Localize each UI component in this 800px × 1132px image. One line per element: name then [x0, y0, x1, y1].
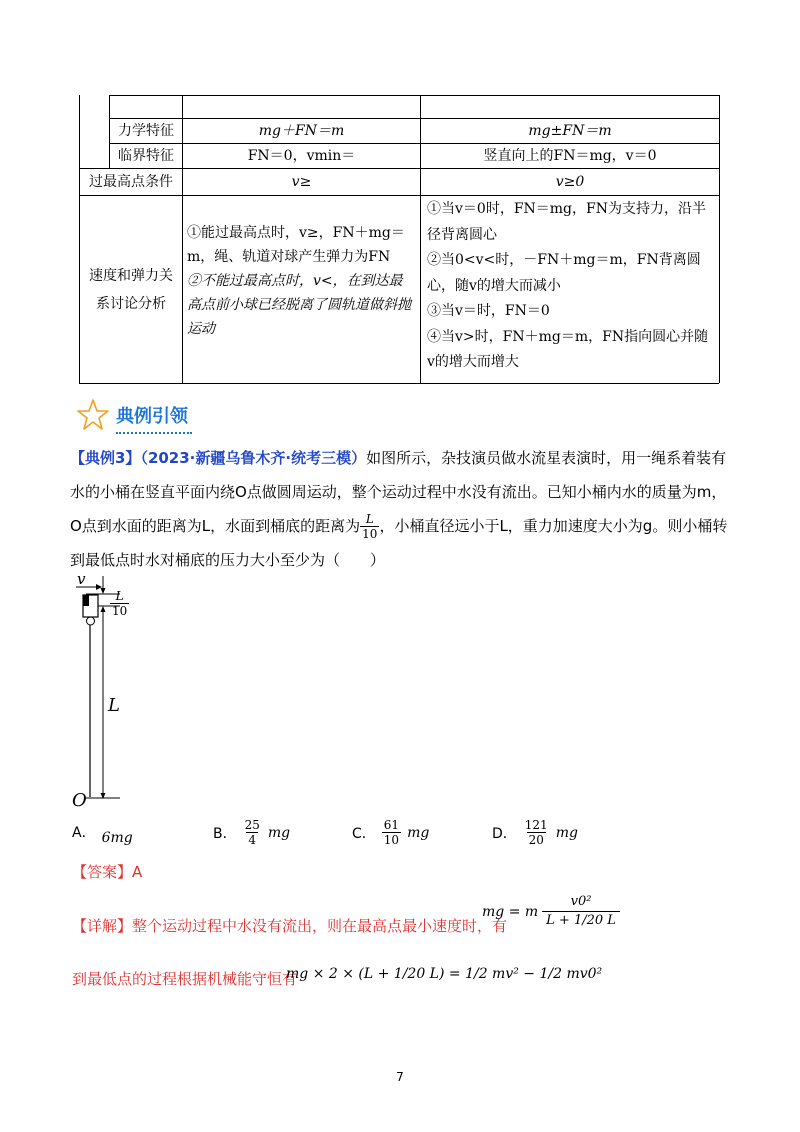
answer-label: 【答案】A	[72, 863, 143, 881]
equation-1-num: v0²	[570, 894, 592, 909]
example-text-part1: 如图所示，杂技演员做水流星表演时，用一绳系着装有水的小桶在竖直平面内绕O点做圆周运动，整个运动过程中水没有流出。已知小桶内水的质量为m，O点到水面的距离为L，水面到桶底的距离为	[70, 449, 727, 535]
figure-top-fraction-den: 10	[112, 604, 128, 618]
option-c-den: 10	[383, 833, 400, 847]
figure-top-fraction	[110, 589, 129, 618]
page-number: 7	[396, 1070, 404, 1084]
length-label: L	[108, 695, 120, 716]
option-b-letter: B．	[213, 825, 237, 842]
row-condition-col1: v≥	[291, 174, 312, 190]
comparison-table	[79, 95, 719, 383]
option-d-den: 20	[528, 833, 544, 847]
option-d-num: 121	[524, 818, 548, 832]
row-mechanics-col2: mg±FN＝m	[528, 123, 612, 139]
row-critical-col2: 竖直向上的FN＝mg，v＝0	[483, 148, 657, 164]
velocity-label: v	[77, 570, 86, 588]
option-c-letter: C．	[352, 825, 376, 842]
option-c-fraction	[382, 818, 401, 847]
option-a-value: 6mg	[101, 830, 133, 846]
detail-line2: 到最低点的过程根据机械能守恒有	[72, 970, 298, 988]
option-b-num: 25	[244, 818, 260, 832]
equation-1-fraction	[542, 893, 620, 930]
option-a[interactable]	[72, 818, 133, 846]
row-condition-col2: v≥0	[555, 174, 585, 190]
row-discussion-label: 速度和弹力关系讨论分析	[89, 267, 173, 312]
detail-label: 【详解】	[72, 917, 133, 935]
option-c-num: 61	[383, 818, 400, 832]
example-fraction-den: 10	[362, 527, 378, 541]
example-tag: 【典例3】	[70, 449, 141, 467]
row-critical-label: 临界特征	[118, 148, 174, 164]
detail-line1	[72, 915, 507, 936]
example-fraction	[360, 512, 379, 541]
row-mechanics-col1: mg＋FN＝m	[258, 123, 345, 139]
example-text-part2: ，小桶直径远小于L，重力加速度大小为g。则小桶转到最低点时水对桶底的压力大小至少为（ ）	[70, 517, 728, 569]
equation-1	[482, 893, 620, 930]
option-d[interactable]	[492, 818, 578, 847]
figure-top-fraction-num: L	[115, 589, 124, 603]
discussion-col1-line1: ①能过最高点时，v≥，FN＋mg＝m，绳、轨道对球产生弹力为FN	[187, 225, 405, 265]
option-c[interactable]	[352, 818, 429, 847]
discussion-col2-line2: ②当0<v<时，－FN＋mg＝m，FN背离圆心，随v的增大而减小	[427, 252, 701, 294]
row-condition-label: 过最高点条件	[89, 174, 173, 190]
option-b-fraction	[243, 818, 262, 847]
detail-text1: 整个运动过程中水没有流出，则在最高点最小速度时，有	[132, 917, 508, 935]
option-b-den: 4	[248, 833, 257, 847]
discussion-col2-line1: ①当v＝0时，FN＝mg，FN为支持力，沿半径背离圆心	[427, 201, 706, 243]
star-icon	[76, 398, 110, 432]
example-source: （2023·新疆乌鲁木齐·统考三模）	[140, 449, 367, 467]
discussion-col2-line3: ③当v＝时，FN＝0	[427, 303, 550, 319]
row-discussion-col1	[187, 221, 413, 341]
discussion-col1-line2: ②不能过最高点时，v<，在到达最高点前小球已经脱离了圆轨道做斜抛运动	[187, 273, 411, 337]
option-d-suffix: mg	[555, 824, 578, 841]
option-b-suffix: mg	[267, 824, 291, 841]
equation-2: mg × 2 × (L + 1/20 L) = 1/2 mv² − 1/2 mv0²	[286, 966, 603, 982]
equation-1-den: L + 1/20 L	[542, 911, 620, 930]
option-d-letter: D．	[492, 825, 517, 842]
discussion-col2-line4: ④当v>时，FN＋mg＝m，FN指向圆心并随v的增大而增大	[427, 328, 709, 370]
option-a-letter: A．	[72, 825, 96, 841]
section-title-underline	[116, 432, 192, 434]
origin-label: O	[72, 790, 87, 811]
option-b[interactable]	[213, 818, 290, 847]
row-critical-col1: FN＝0，vmin＝	[247, 148, 356, 164]
row-mechanics-label: 力学特征	[118, 123, 174, 139]
example-question	[70, 441, 730, 577]
section-title: 典例引领	[116, 406, 188, 427]
option-c-suffix: mg	[407, 824, 430, 841]
option-d-fraction	[523, 818, 550, 847]
row-discussion-col2	[427, 197, 713, 376]
equation-1-left: mg = m	[482, 903, 539, 920]
example-fraction-num: L	[365, 512, 374, 526]
